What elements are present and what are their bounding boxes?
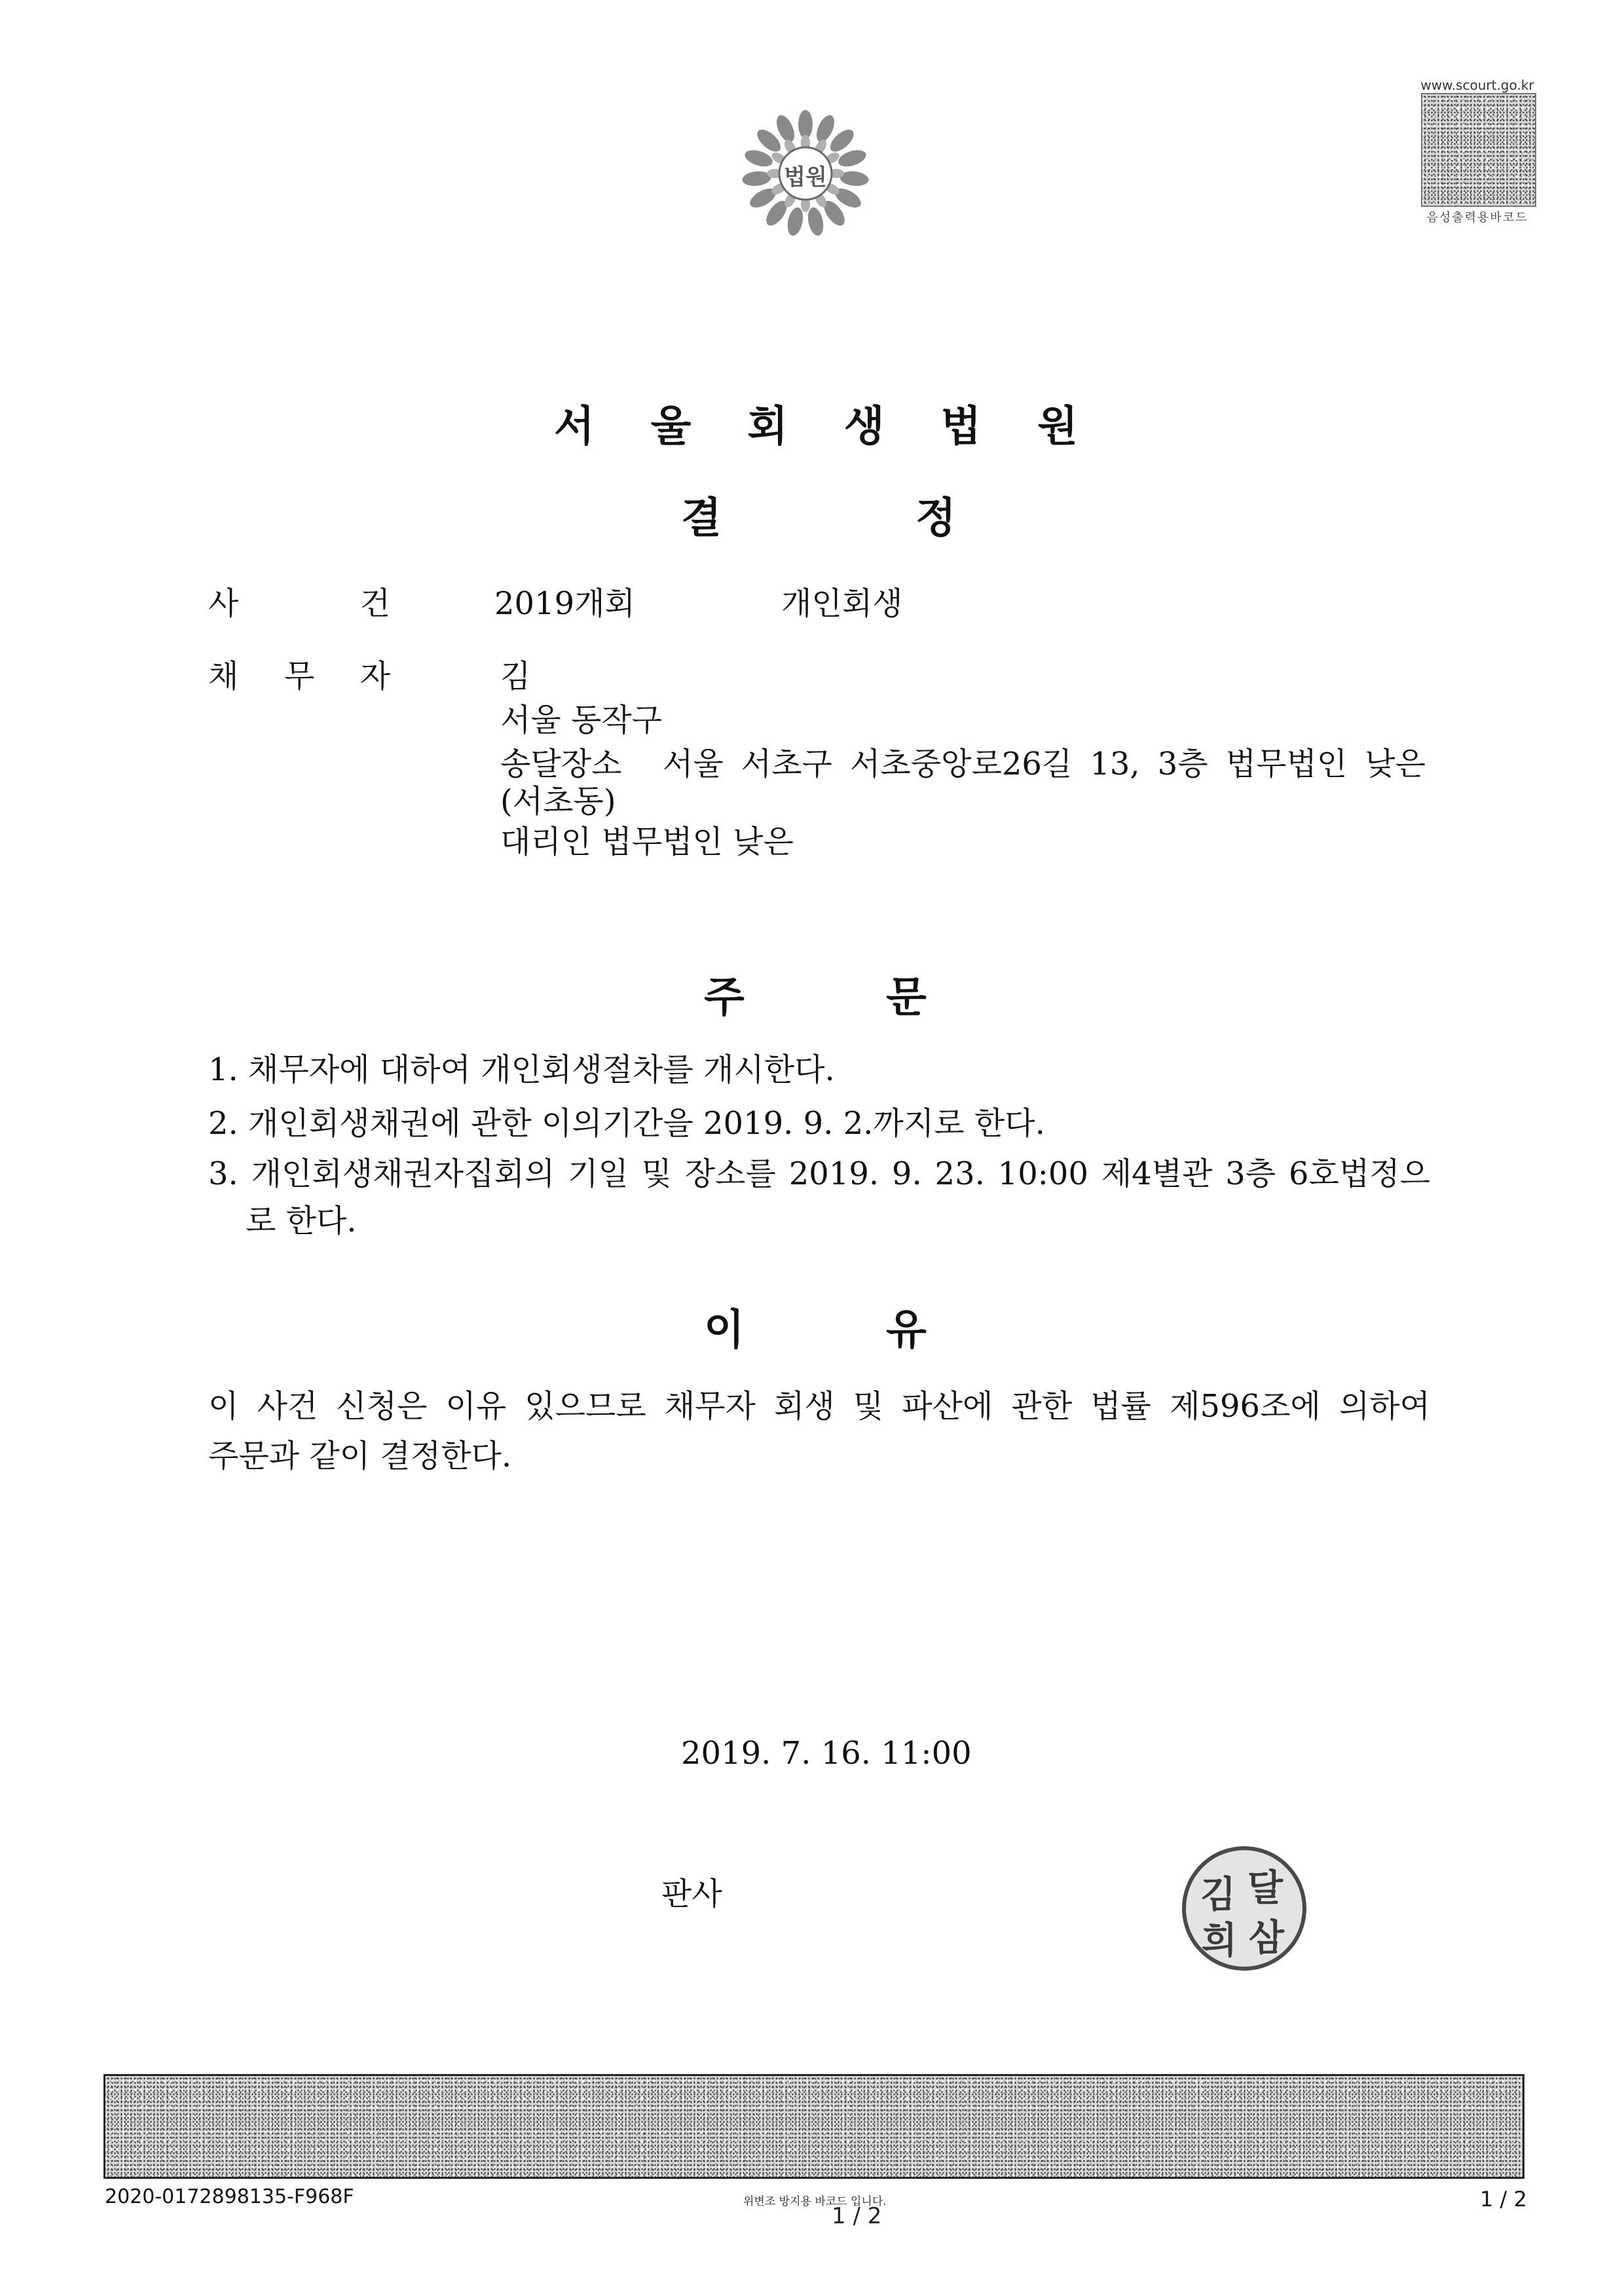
court-emblem (737, 105, 874, 242)
debtor-name: 김 (500, 658, 531, 695)
doc-title-char: 결 (681, 494, 722, 543)
case-label (208, 585, 390, 623)
order-item: 1. 채무자에 대하여 개인회생절차를 개시한다. (208, 1051, 835, 1088)
doc-title-char: 정 (915, 494, 956, 543)
barcode-label: 음성출력용바코드 (1426, 211, 1528, 225)
delivery-address: 서울 서초구 서초중앙로26길 13, 3층 법무법인 낮은 (663, 746, 1426, 782)
delivery-address-2: (서초동) (500, 783, 616, 820)
delivery-label: 송달장소 (500, 746, 622, 782)
decision-date: 2019. 7. 16. 11:00 (681, 1735, 972, 1772)
court-name-char: 울 (650, 403, 692, 451)
court-name (554, 393, 1078, 453)
judge-label: 판사 (661, 1876, 722, 1912)
page-number-center: 1 / 2 (832, 2203, 882, 2229)
debtor-label-char: 채 (208, 658, 239, 695)
court-name-char: 생 (843, 403, 885, 451)
reason-line: 이 사건 신청은 이유 있으므로 채무자 회생 및 파산에 관한 법률 제596조에 의하여 (208, 1388, 1430, 1425)
order-heading-char: 문 (886, 974, 927, 1022)
order-heading (704, 964, 927, 1024)
judge-seal (1182, 1846, 1306, 1971)
order-item: 3. 개인회생채권자집회의 기일 및 장소를 2019. 9. 23. 10:00 제4별관 3층 6호법정으 (208, 1156, 1430, 1192)
voice-barcode (1421, 93, 1536, 207)
doc-title (681, 484, 956, 545)
case-type: 개인회생 (781, 585, 903, 622)
seal-char: 김 (1200, 1874, 1236, 1916)
reason-heading-char: 유 (886, 1306, 927, 1355)
debtor-agent: 대리인 법무법인 낮은 (500, 824, 794, 860)
reason-line: 주문과 같이 결정한다. (208, 1438, 512, 1474)
order-item: 2. 개인회생채권에 관한 이의기간을 2019. 9. 2.까지로 한다. (208, 1105, 1045, 1142)
reason-heading-char: 이 (704, 1306, 745, 1355)
site-url: www.scourt.go.kr (1420, 77, 1534, 93)
debtor-label-char: 자 (360, 658, 390, 695)
debtor-label (208, 658, 390, 696)
seal-char: 삼 (1249, 1917, 1285, 1959)
seal-char: 희 (1202, 1920, 1238, 1962)
debtor-label-char: 무 (284, 658, 315, 695)
reason-heading (704, 1296, 927, 1357)
case-number: 2019개회 (494, 585, 635, 622)
order-item-continued: 로 한다. (246, 1203, 357, 1239)
case-label-char: 건 (360, 585, 390, 622)
barcode-notice: 위변조 방지용 바코드 입니다. (743, 2195, 887, 2208)
court-name-char: 원 (1037, 403, 1078, 451)
emblem-text: 법원 (784, 164, 827, 191)
page-number-right: 1 / 2 (1480, 2187, 1527, 2212)
seal-char: 달 (1247, 1867, 1283, 1910)
order-heading-char: 주 (704, 974, 745, 1022)
debtor-address: 서울 동작구 (500, 702, 663, 738)
doc-id: 2020-0172898135-F968F (105, 2185, 354, 2208)
court-name-char: 회 (747, 403, 788, 451)
court-name-char: 법 (940, 403, 982, 451)
anti-forgery-barcode (103, 2074, 1524, 2179)
court-name-char: 서 (554, 403, 595, 451)
case-label-char: 사 (208, 585, 239, 622)
